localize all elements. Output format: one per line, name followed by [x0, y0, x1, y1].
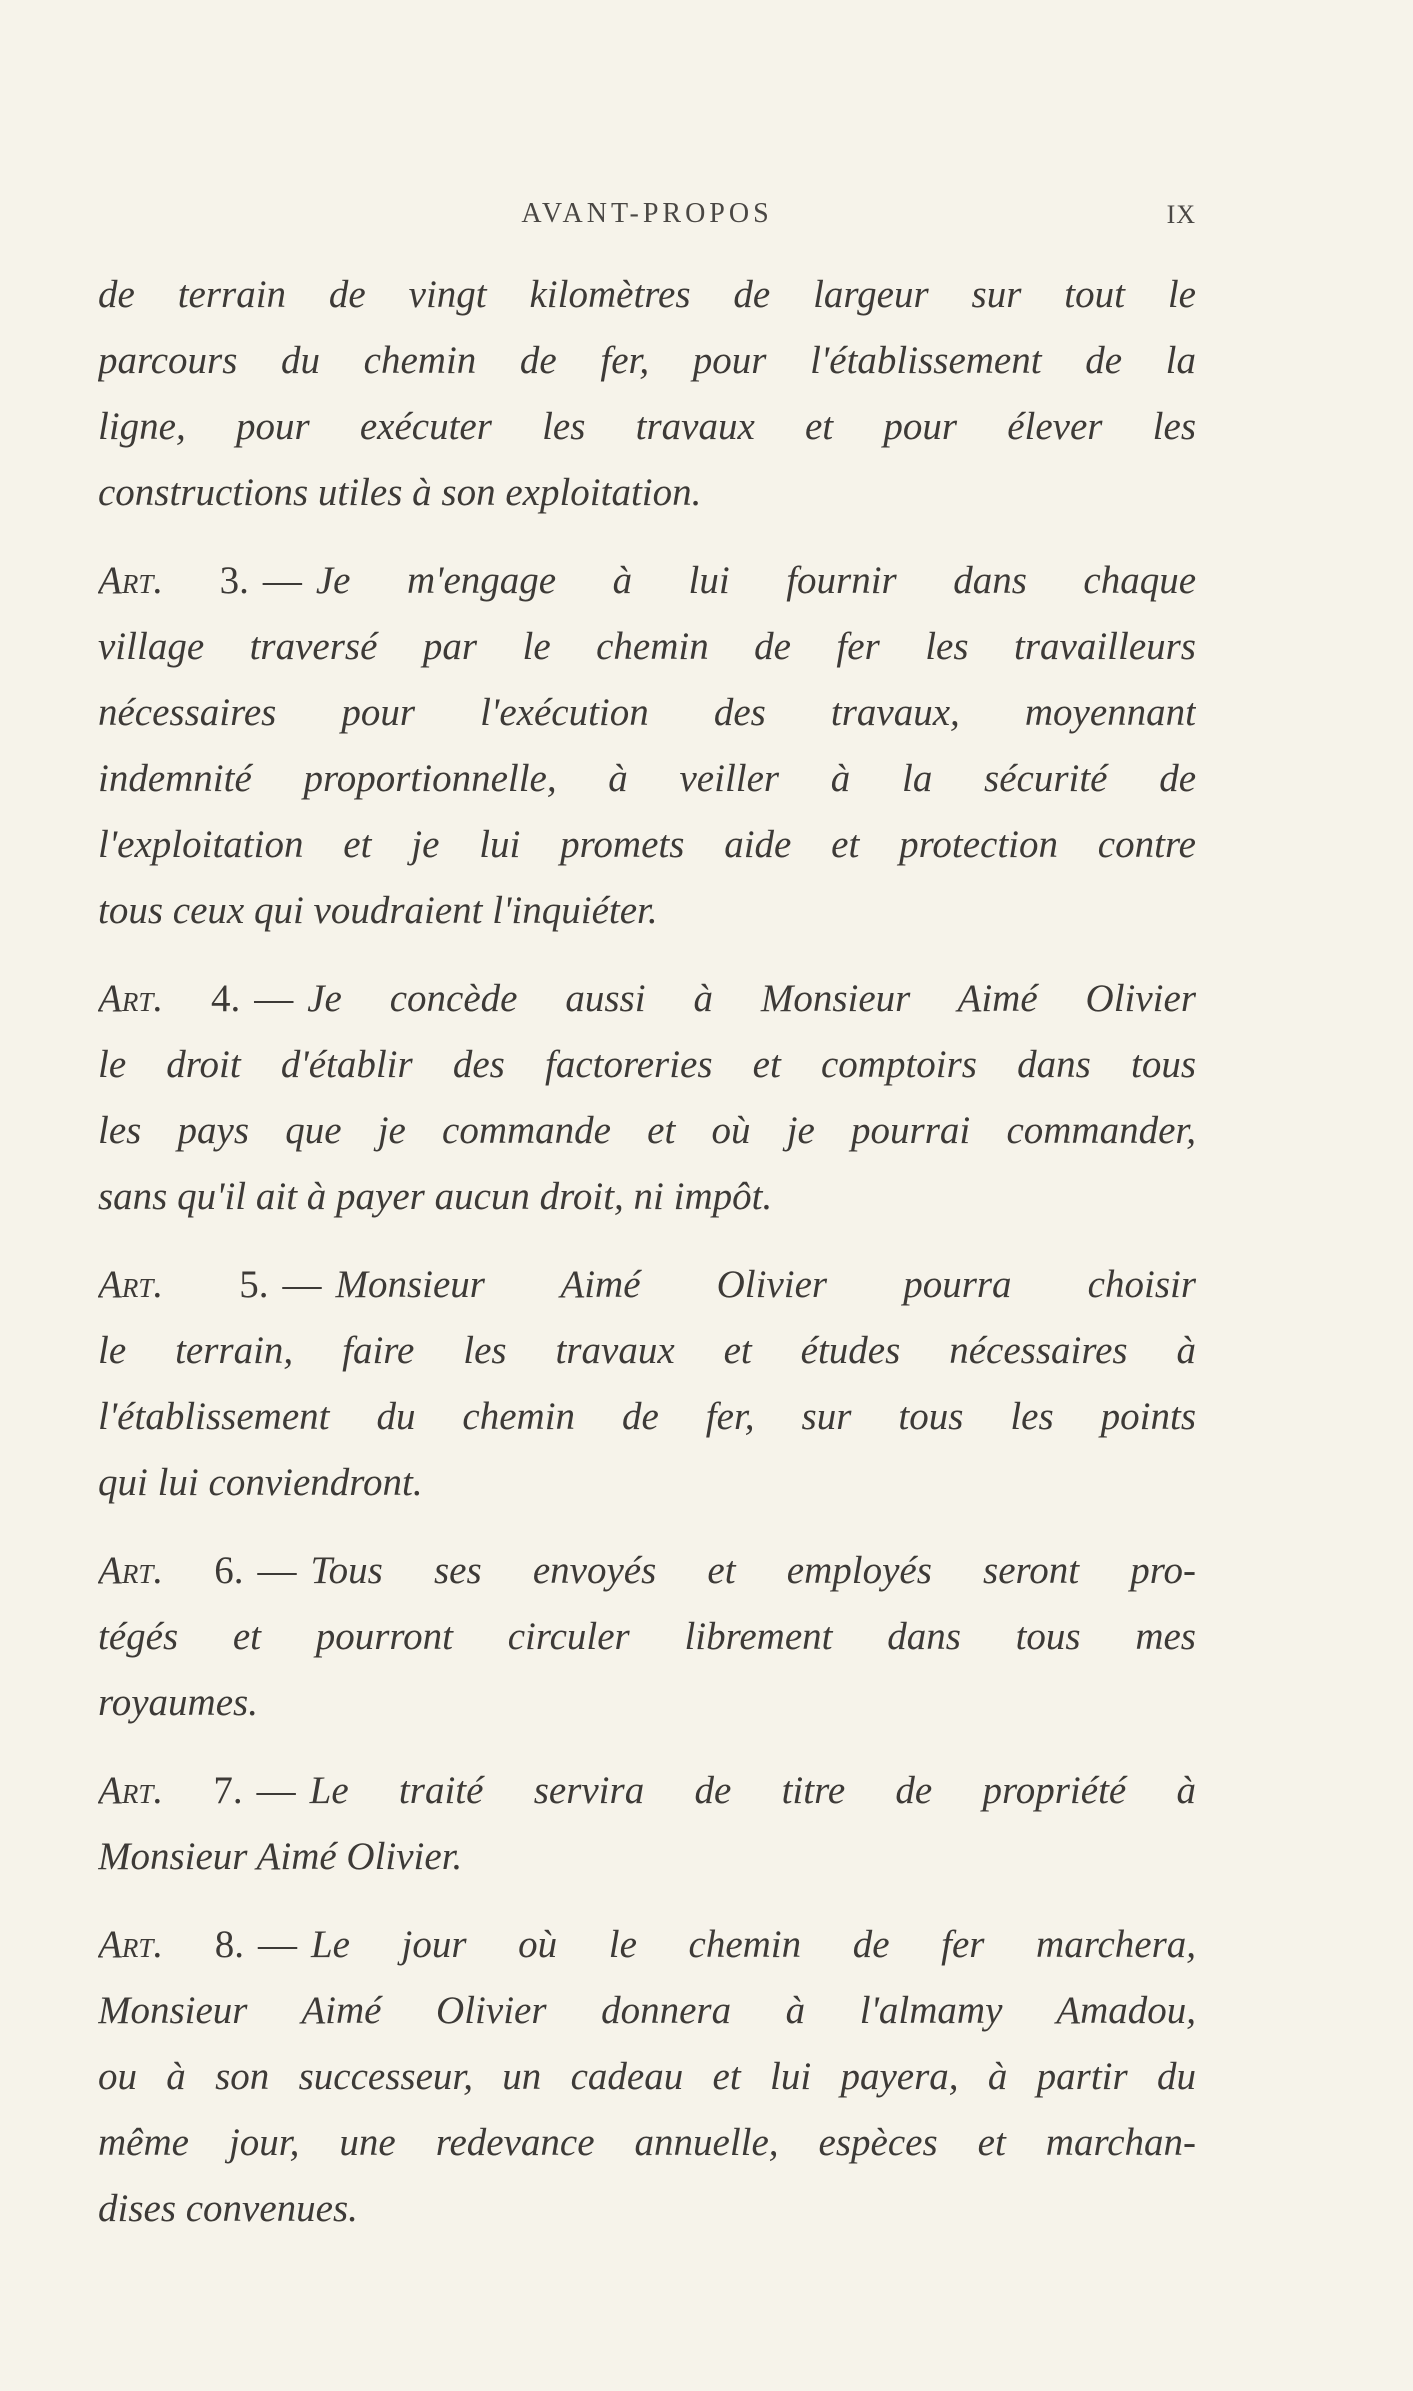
text-span: Le jour où le chemin de fer marchera,: [310, 1923, 1196, 1966]
article-6: [98, 1538, 1196, 1736]
text-span: Je concède aussi à Monsieur Aimé Olivier: [307, 977, 1196, 1020]
text-line: village traversé par le chemin de fer les travailleurs: [98, 625, 1196, 668]
text-line: royaumes.: [98, 1681, 258, 1724]
text-line: le droit d'établir des factoreries et comptoirs dans tous: [98, 1043, 1196, 1086]
text-span: Je m'engage à lui fournir dans chaque: [315, 559, 1196, 602]
article-label: Art.: [98, 1923, 164, 1966]
article-7: [98, 1758, 1196, 1890]
article-first-line: [98, 966, 1196, 1032]
article-first-line: [98, 548, 1196, 614]
text-span: Monsieur Aimé Olivier pourra choisir: [335, 1263, 1196, 1306]
article-number: 8.: [214, 1923, 244, 1966]
running-title: AVANT-PROPOS: [521, 198, 773, 229]
text-line: l'exploitation et je lui promets aide et protection contre: [98, 823, 1196, 866]
text-line: ou à son successeur, un cadeau et lui payera, à partir du: [98, 2055, 1196, 2098]
text-line: l'établissement du chemin de fer, sur tous les points: [98, 1395, 1196, 1438]
article-3: [98, 548, 1196, 944]
article-dash: —: [254, 977, 294, 1020]
article-4: [98, 966, 1196, 1230]
text-line: tous ceux qui voudraient l'inquiéter.: [98, 889, 658, 932]
article-8: [98, 1912, 1196, 2242]
text-line: constructions utiles à son exploitation.: [98, 471, 702, 514]
article-number: 5.: [239, 1263, 269, 1306]
article-first-line: [98, 1758, 1196, 1824]
text-line: de terrain de vingt kilomètres de largeur sur tout le: [98, 273, 1196, 316]
text-line: nécessaires pour l'exécution des travaux, moyennant: [98, 691, 1196, 734]
body-text: [98, 262, 1196, 2264]
text-span: Tous ses envoyés et employés seront pro-: [310, 1549, 1196, 1592]
article-dash: —: [256, 1769, 296, 1812]
text-line: indemnité proportionnelle, à veiller à la sécurité de: [98, 757, 1196, 800]
article-5: [98, 1252, 1196, 1516]
article-dash: —: [282, 1263, 322, 1306]
page-number: IX: [1166, 200, 1196, 229]
article-first-line: [98, 1252, 1196, 1318]
text-line: parcours du chemin de fer, pour l'établissement de la: [98, 339, 1196, 382]
text-span: Le traité servira de titre de propriété à: [309, 1769, 1196, 1812]
article-label: Art.: [98, 559, 164, 602]
article-label: Art.: [98, 1549, 164, 1592]
text-line: même jour, une redevance annuelle, espèces et marchan-: [98, 2121, 1196, 2164]
text-line: ligne, pour exécuter les travaux et pour élever les: [98, 405, 1196, 448]
article-number: 3.: [219, 559, 249, 602]
article-dash: —: [257, 1923, 297, 1966]
text-line: les pays que je commande et où je pourrai commander,: [98, 1109, 1196, 1152]
text-line: Monsieur Aimé Olivier donnera à l'almamy Amadou,: [98, 1989, 1196, 2032]
text-line: Monsieur Aimé Olivier.: [98, 1835, 463, 1878]
article-number: 6.: [214, 1549, 244, 1592]
continuation-paragraph: [98, 262, 1196, 526]
text-line: tégés et pourront circuler librement dans tous mes: [98, 1615, 1196, 1658]
article-dash: —: [257, 1549, 297, 1592]
article-number: 4.: [210, 977, 241, 1020]
article-label: Art.: [98, 977, 164, 1020]
text-line: le terrain, faire les travaux et études nécessaires à: [98, 1329, 1196, 1372]
article-dash: —: [262, 559, 302, 602]
running-head: [98, 198, 1196, 238]
article-number: 7.: [213, 1769, 243, 1812]
article-first-line: [98, 1538, 1196, 1604]
article-label: Art.: [98, 1263, 164, 1306]
text-line: dises convenues.: [98, 2187, 358, 2230]
text-line: qui lui conviendront.: [98, 1461, 423, 1504]
text-line: sans qu'il ait à payer aucun droit, ni impôt.: [98, 1175, 773, 1218]
article-label: Art.: [98, 1769, 164, 1812]
article-first-line: [98, 1912, 1196, 1978]
